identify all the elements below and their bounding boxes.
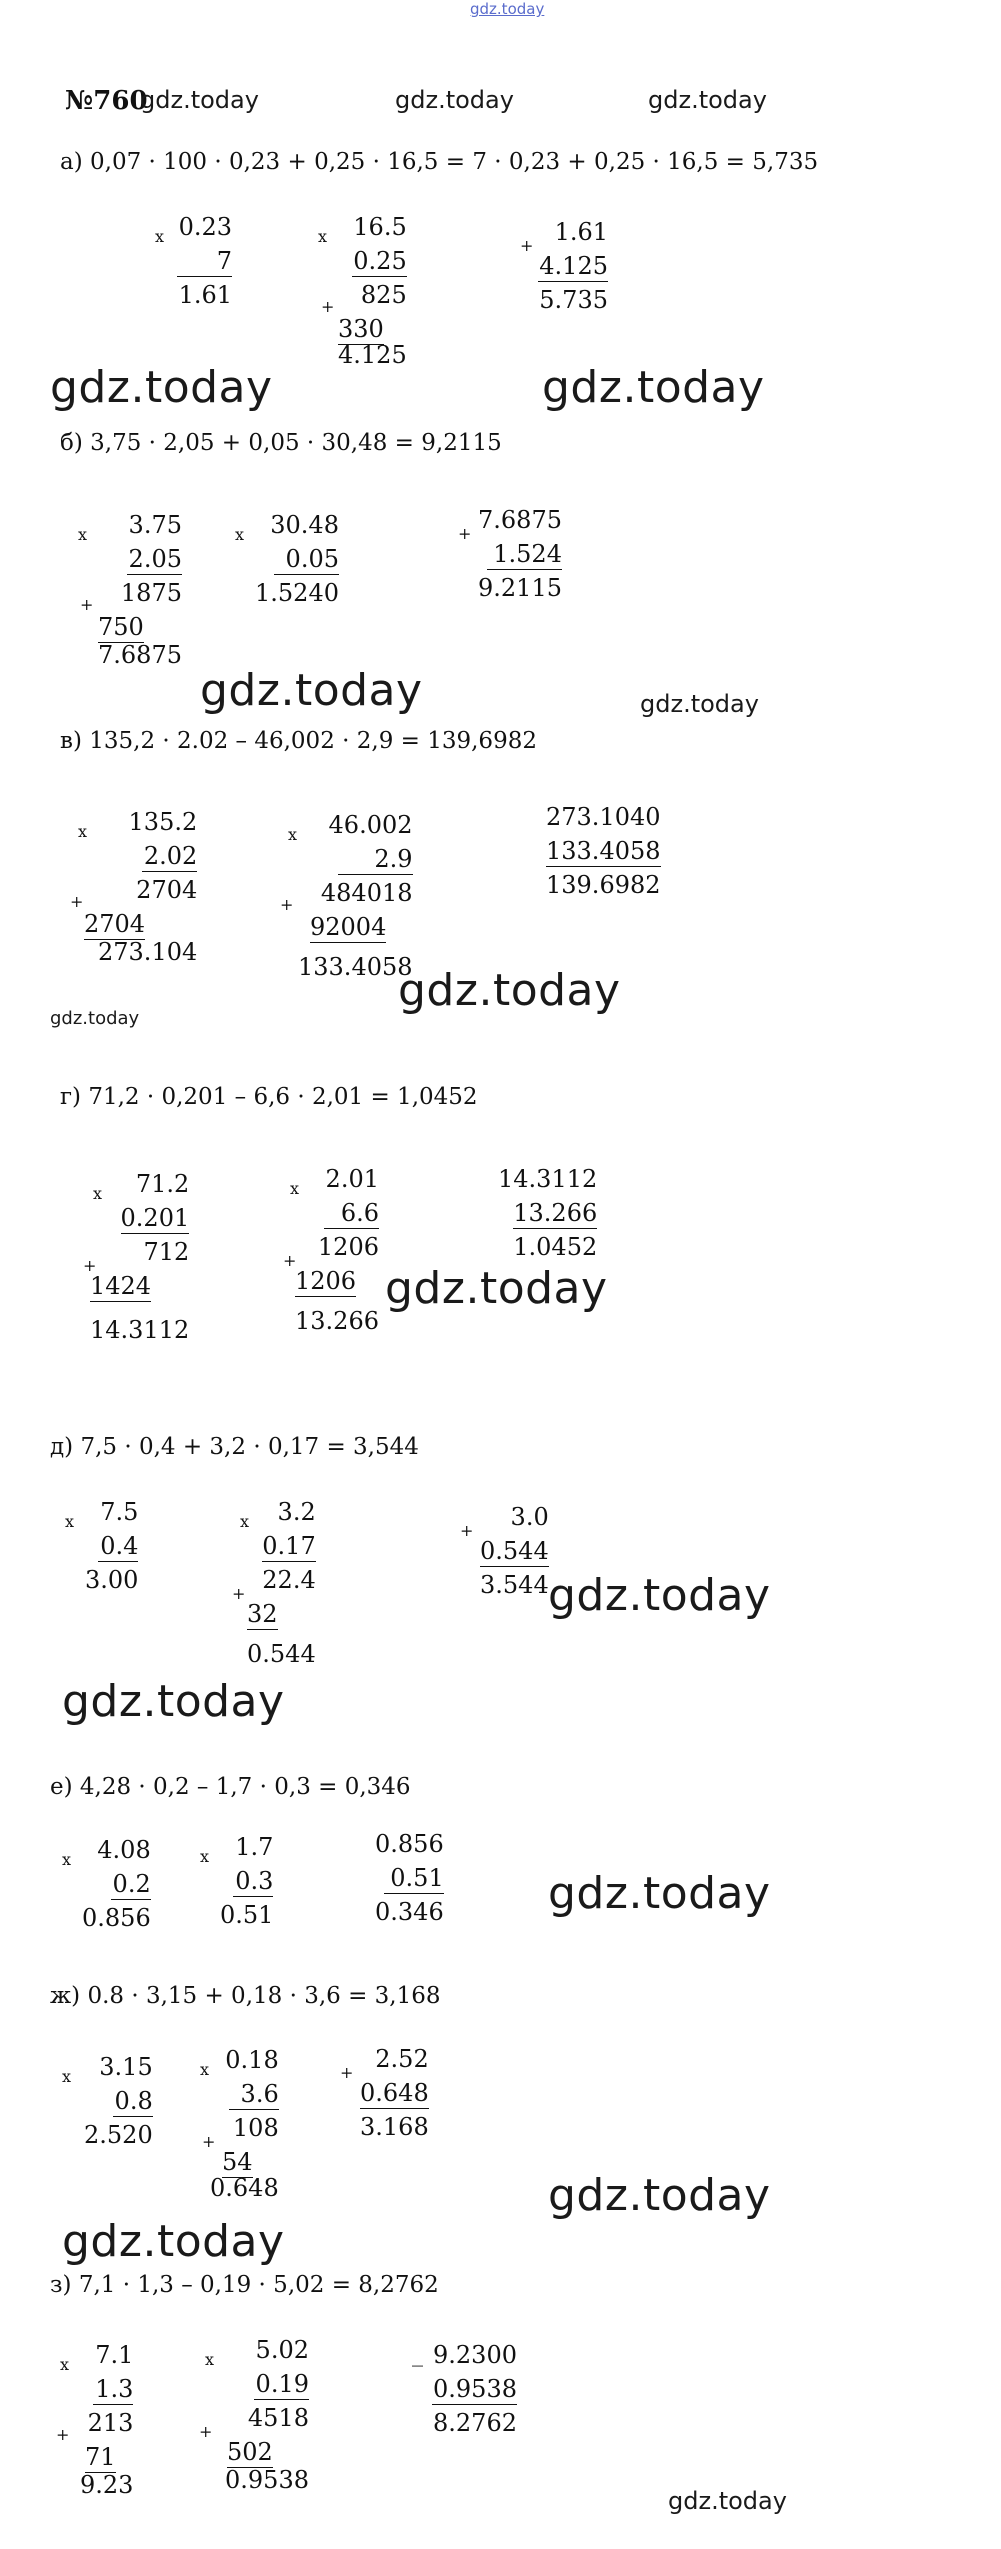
plus-sign: + [520,236,534,255]
calc-line: 1206 [295,1267,357,1295]
calc-line: 5.02 [255,2336,309,2364]
page-title: №760 [65,86,148,116]
calc-line: 484018 [320,879,413,907]
equation-d: д) 7,5 · 0,4 + 3,2 · 0,17 = 3,544 [50,1434,419,1460]
calc-b-2 [235,508,339,610]
plus-sign: + [202,2132,216,2151]
calc-d-1 [65,1495,138,1597]
watermark-title-2: gdz.today [395,86,514,114]
equation-g: г) 71,2 · 0,201 – 6,6 · 2,01 = 1,0452 [60,1084,478,1110]
calc-line: 135.2 [128,808,198,836]
multiply-sign: x [155,227,165,246]
calc-line: 71.2 [135,1170,190,1198]
watermark-small: gdz.today [50,1008,140,1029]
calc-a-1 [155,210,232,312]
calc-line: 7.6875 [98,641,182,669]
calc-line: 1.61 [554,218,608,246]
calc-g-1 [83,1167,190,1347]
equation-z: з) 7,1 · 1,3 – 0,19 · 5,02 = 8,2762 [50,2272,439,2298]
multiply-sign: x [65,1512,75,1531]
calc-line: 3.544 [480,1571,549,1599]
calc-b-3 [458,503,562,605]
watermark-big: gdz.today [548,1570,771,1621]
plus-sign: + [340,2063,354,2082]
calc-line: 3.2 [277,1498,316,1526]
calc-line: 13.266 [295,1307,379,1335]
calc-line: 0.648 [360,2079,429,2107]
calc-line: 7 [177,246,232,277]
plus-sign: + [83,1256,97,1275]
equation-b: б) 3,75 · 2,05 + 0,05 · 30,48 = 9,2115 [60,430,502,456]
calc-line: 14.3112 [498,1165,598,1193]
plus-sign: + [280,895,294,914]
calc-line: 2.9 [338,844,413,875]
multiply-sign: x [235,525,245,544]
watermark-big: gdz.today [200,665,423,716]
calc-z-1 [56,2338,134,2502]
watermark-title-1: gdz.today [140,86,259,114]
calc-line: 1.7 [235,1833,274,1861]
plus-sign: + [460,1521,474,1540]
calc-line: 3.0 [510,1503,549,1531]
calc-d-2 [232,1495,316,1671]
calc-line: 9.2300 [433,2341,517,2369]
multiply-sign: x [78,822,88,841]
calc-line: 0.9538 [225,2466,309,2494]
calc-line: 5.735 [539,286,608,314]
calc-line: 0.9538 [433,2375,517,2403]
multiply-sign: x [200,1847,210,1866]
calc-line: 13.266 [513,1199,598,1227]
calc-line: 46.002 [328,811,413,839]
watermark-small: gdz.today [668,2487,787,2515]
calc-line: 3.75 [128,511,182,539]
calc-line: 16.5 [353,213,407,241]
calc-line: 3.168 [360,2113,429,2141]
multiply-sign: x [200,2060,210,2079]
watermark-big: gdz.today [542,362,765,413]
plus-sign: + [321,297,335,316]
calc-line: 0.544 [480,1537,549,1565]
plus-sign: + [56,2425,70,2444]
calc-line: 1.5240 [255,579,339,607]
multiply-sign: x [62,1850,72,1869]
calc-line: 71 [85,2443,116,2471]
plus-sign: + [283,1251,297,1270]
calc-line: 0.05 [274,544,339,575]
calc-line: 7.6875 [478,506,562,534]
calc-line: 3.00 [85,1566,139,1594]
calc-line: 2.01 [325,1165,379,1193]
calc-line: 2.520 [84,2121,153,2149]
calc-line: 0.544 [247,1640,316,1668]
calc-line: 0.648 [210,2174,279,2202]
calc-line: 330 [338,315,384,343]
calc-g-3 [498,1162,597,1264]
calc-line: 0.23 [178,213,232,241]
calc-line: 30.48 [270,511,339,539]
watermark-big: gdz.today [398,965,621,1016]
calc-line: 0.856 [375,1830,444,1858]
calc-zh-1 [62,2050,153,2152]
watermark-title-3: gdz.today [648,86,767,114]
calc-line: 2.02 [143,842,198,870]
calc-line: 7.1 [95,2341,134,2369]
calc-line: 0.18 [225,2046,279,2074]
calc-line: 6.6 [324,1198,379,1229]
calc-line: 0.346 [375,1898,444,1926]
calc-z-2 [199,2333,309,2497]
calc-line: 4518 [247,2404,309,2432]
calc-v-3 [546,800,661,902]
calc-line: 1206 [317,1233,379,1261]
multiply-sign: x [288,825,298,844]
equation-a: а) 0,07 · 100 · 0,23 + 0,25 · 16,5 = 7 · 0,23 + 0,25 · 16,5 = 5,735 [60,149,819,175]
watermark-big: gdz.today [62,2216,285,2267]
calc-line: 273.1040 [546,803,661,831]
calc-line: 1.524 [487,539,562,570]
calc-line: 108 [232,2114,279,2142]
plus-sign: + [80,595,94,614]
multiply-sign: x [60,2355,70,2374]
calc-line: 32 [247,1600,278,1628]
plus-sign: + [458,524,472,543]
calc-line: 133.4058 [298,953,413,981]
calc-line: 712 [143,1238,190,1266]
multiply-sign: x [62,2067,72,2086]
calc-d-3 [460,1500,549,1602]
calc-v-2 [280,808,413,984]
top-watermark: gdz.today [470,0,545,18]
calc-line: 0.19 [255,2370,309,2398]
calc-line: 139.6982 [546,871,661,899]
multiply-sign: x [78,525,88,544]
calc-line: 2704 [84,910,146,938]
calc-line: 0.2 [112,1870,151,1898]
plus-sign: + [232,1584,246,1603]
calc-line: 1424 [90,1272,152,1300]
calc-line: 1875 [120,579,182,607]
calc-line: 22.4 [262,1566,316,1594]
calc-line: 0.8 [114,2087,153,2115]
multiply-sign: x [240,1512,250,1531]
watermark-small: gdz.today [640,690,759,718]
calc-line: 213 [87,2409,134,2437]
calc-e-3 [375,1827,444,1929]
calc-line: 92004 [310,913,387,941]
calc-line: 8.2762 [433,2409,517,2437]
calc-line: 0.4 [100,1532,139,1560]
watermark-big: gdz.today [50,362,273,413]
calc-line: 2704 [136,876,198,904]
calc-e-2 [200,1830,273,1932]
multiply-sign: x [318,227,328,246]
calc-a-2 [318,210,407,372]
equation-e: е) 4,28 · 0,2 – 1,7 · 0,3 = 0,346 [50,1774,411,1800]
calc-line: 1.0452 [513,1233,598,1261]
calc-line: 3.6 [229,2079,279,2110]
calc-line: 14.3112 [90,1316,190,1344]
calc-line: 7.5 [100,1498,139,1526]
watermark-big: gdz.today [548,1868,771,1919]
calc-line: 2.05 [128,545,182,573]
equation-v: в) 135,2 · 2.02 – 46,002 · 2,9 = 139,6982 [60,728,537,754]
minus-sign: _ [412,2342,423,2367]
multiply-sign: x [205,2350,215,2369]
calc-zh-2 [200,2043,279,2205]
calc-line: 0.3 [235,1867,274,1895]
calc-line: 4.08 [97,1836,151,1864]
calc-line: 133.4058 [546,837,661,865]
calc-line: 54 [222,2148,253,2176]
watermark-big: gdz.today [548,2170,771,2221]
calc-zh-3 [340,2042,429,2144]
multiply-sign: x [290,1179,300,1198]
calc-line: 4.125 [539,252,608,280]
watermark-big: gdz.today [62,1676,285,1727]
calc-b-1 [78,508,182,672]
calc-z-3 [412,2338,517,2440]
calc-line: 4.125 [338,341,407,369]
calc-line: 9.2115 [478,574,562,602]
plus-sign: + [199,2422,213,2441]
calc-line: 0.51 [220,1901,274,1929]
calc-line: 2.52 [375,2045,429,2073]
calc-line: 0.856 [82,1904,151,1932]
calc-line: 825 [360,281,407,309]
calc-line: 750 [98,613,144,641]
equation-zh: ж) 0.8 · 3,15 + 0,18 · 3,6 = 3,168 [50,1983,441,2009]
calc-line: 502 [227,2438,273,2466]
calc-line: 3.15 [99,2053,153,2081]
calc-line: 1.3 [95,2375,134,2403]
plus-sign: + [70,892,84,911]
calc-a-3 [520,215,608,317]
multiply-sign: x [93,1184,103,1203]
calc-line: 0.201 [120,1204,190,1232]
calc-e-1 [62,1833,151,1935]
calc-line: 0.51 [384,1863,444,1894]
calc-line: 9.23 [80,2471,134,2499]
calc-line: 0.25 [353,247,407,275]
calc-line: 1.61 [178,281,232,309]
watermark-big: gdz.today [385,1263,608,1314]
calc-v-1 [70,805,198,969]
calc-g-2 [285,1162,379,1338]
calc-line: 273.104 [98,938,198,966]
calc-line: 0.17 [262,1532,316,1560]
